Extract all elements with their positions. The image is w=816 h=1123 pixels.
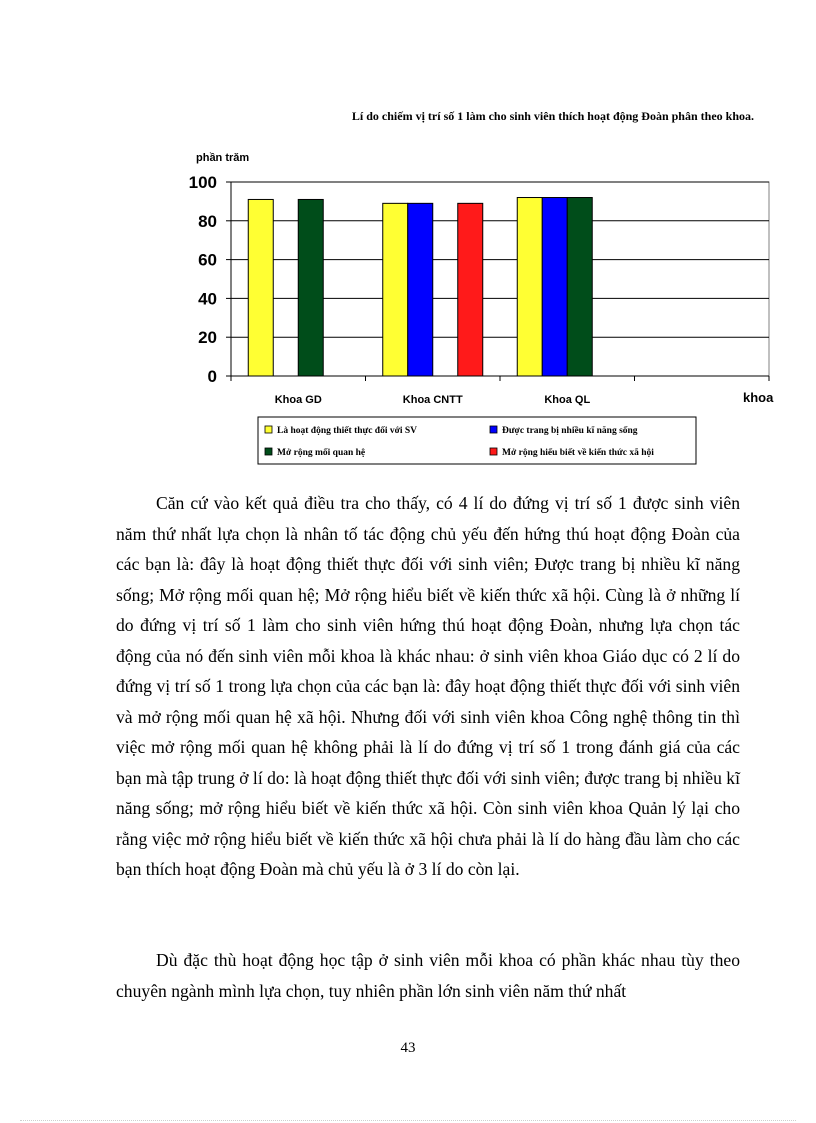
y-tick-label: 100 bbox=[188, 173, 217, 192]
x-axis-label: khoa bbox=[743, 390, 774, 405]
legend-label: Mở rộng mối quan hệ bbox=[277, 448, 366, 458]
legend-label: Được trang bị nhiều kĩ năng sống bbox=[502, 426, 638, 436]
legend-swatch bbox=[265, 426, 272, 433]
x-tick-label: Khoa QL bbox=[544, 394, 591, 406]
bar bbox=[567, 198, 592, 376]
legend-label: Là hoạt động thiết thực đối với SV bbox=[277, 426, 418, 436]
chart bbox=[0, 0, 816, 480]
chart-title: Lí do chiếm vị trí số 1 làm cho sinh viên thích hoạt động Đoàn phân theo khoa. bbox=[351, 109, 754, 123]
bar bbox=[408, 203, 433, 376]
legend-swatch bbox=[490, 426, 497, 433]
x-tick-label: Khoa CNTT bbox=[402, 394, 463, 406]
y-axis-label: phần trăm bbox=[196, 152, 250, 164]
y-tick-label: 80 bbox=[198, 211, 217, 231]
bar bbox=[458, 203, 483, 376]
y-tick-label: 0 bbox=[207, 367, 217, 386]
bar bbox=[383, 203, 408, 376]
legend-swatch bbox=[490, 448, 497, 455]
y-tick-label: 40 bbox=[198, 289, 217, 309]
y-tick-label: 20 bbox=[198, 328, 217, 348]
legend-label: Mở rộng hiểu biết về kiến thức xã hội bbox=[502, 448, 654, 458]
y-tick-label: 60 bbox=[198, 250, 217, 270]
bar bbox=[248, 199, 273, 376]
bar bbox=[298, 199, 323, 376]
body-paragraph-1: Căn cứ vào kết quả điều tra cho thấy, có 4 lí do đứng vị trí số 1 được sinh viên năm thứ nhất lựa chọn là nhân tố tác động chủ yếu đến hứng thú hoạt động Đoàn của các bạn là: đây là hoạt động thiết thực đối với sinh viên; Được trang bị nhiều kĩ năng sống; Mở rộng mối quan hệ; Mở rộng hiểu biết về kiến thức xã hội. Cùng là ở những lí do đứng vị trí số 1 làm cho sinh viên hứng thú hoạt động Đoàn, nhưng lựa chọn tác động của nó đến sinh viên mỗi khoa là khác nhau: ở sinh viên khoa Giáo dục có 2 lí do đứng vị trí số 1 trong lựa chọn của các bạn là: đây hoạt động thiết thực đối với sinh viên và mở rộng mối quan hệ xã hội. Nhưng đối với sinh viên khoa Công nghệ thông tin thì việc mở rộng mối quan hệ không phải là lí do đứng vị trí số 1 trong đánh giá của các bạn mà tập trung ở lí do: là hoạt động thiết thực đối với sinh viên; được trang bị nhiều kĩ năng sống; mở rộng hiểu biết về kiến thức xã hội. Còn sinh viên khoa Quản lý lại cho rằng việc mở rộng hiểu biết về kiến thức xã hội chưa phải là lí do hàng đầu làm cho các bạn thích hoạt động Đoàn mà chủ yếu là ở 3 lí do còn lại. bbox=[116, 493, 740, 879]
x-tick-label: Khoa GD bbox=[274, 394, 322, 406]
bar bbox=[542, 198, 567, 376]
page-number: 43 bbox=[400, 1040, 416, 1056]
page-border bbox=[20, 1120, 796, 1121]
legend-swatch bbox=[265, 448, 272, 455]
body-paragraph-2: Dù đặc thù hoạt động học tập ở sinh viên mỗi khoa có phần khác nhau tùy theo chuyên ngành mình lựa chọn, tuy nhiên phần lớn sinh viên năm thứ nhất bbox=[116, 950, 740, 1001]
bar bbox=[517, 198, 542, 376]
